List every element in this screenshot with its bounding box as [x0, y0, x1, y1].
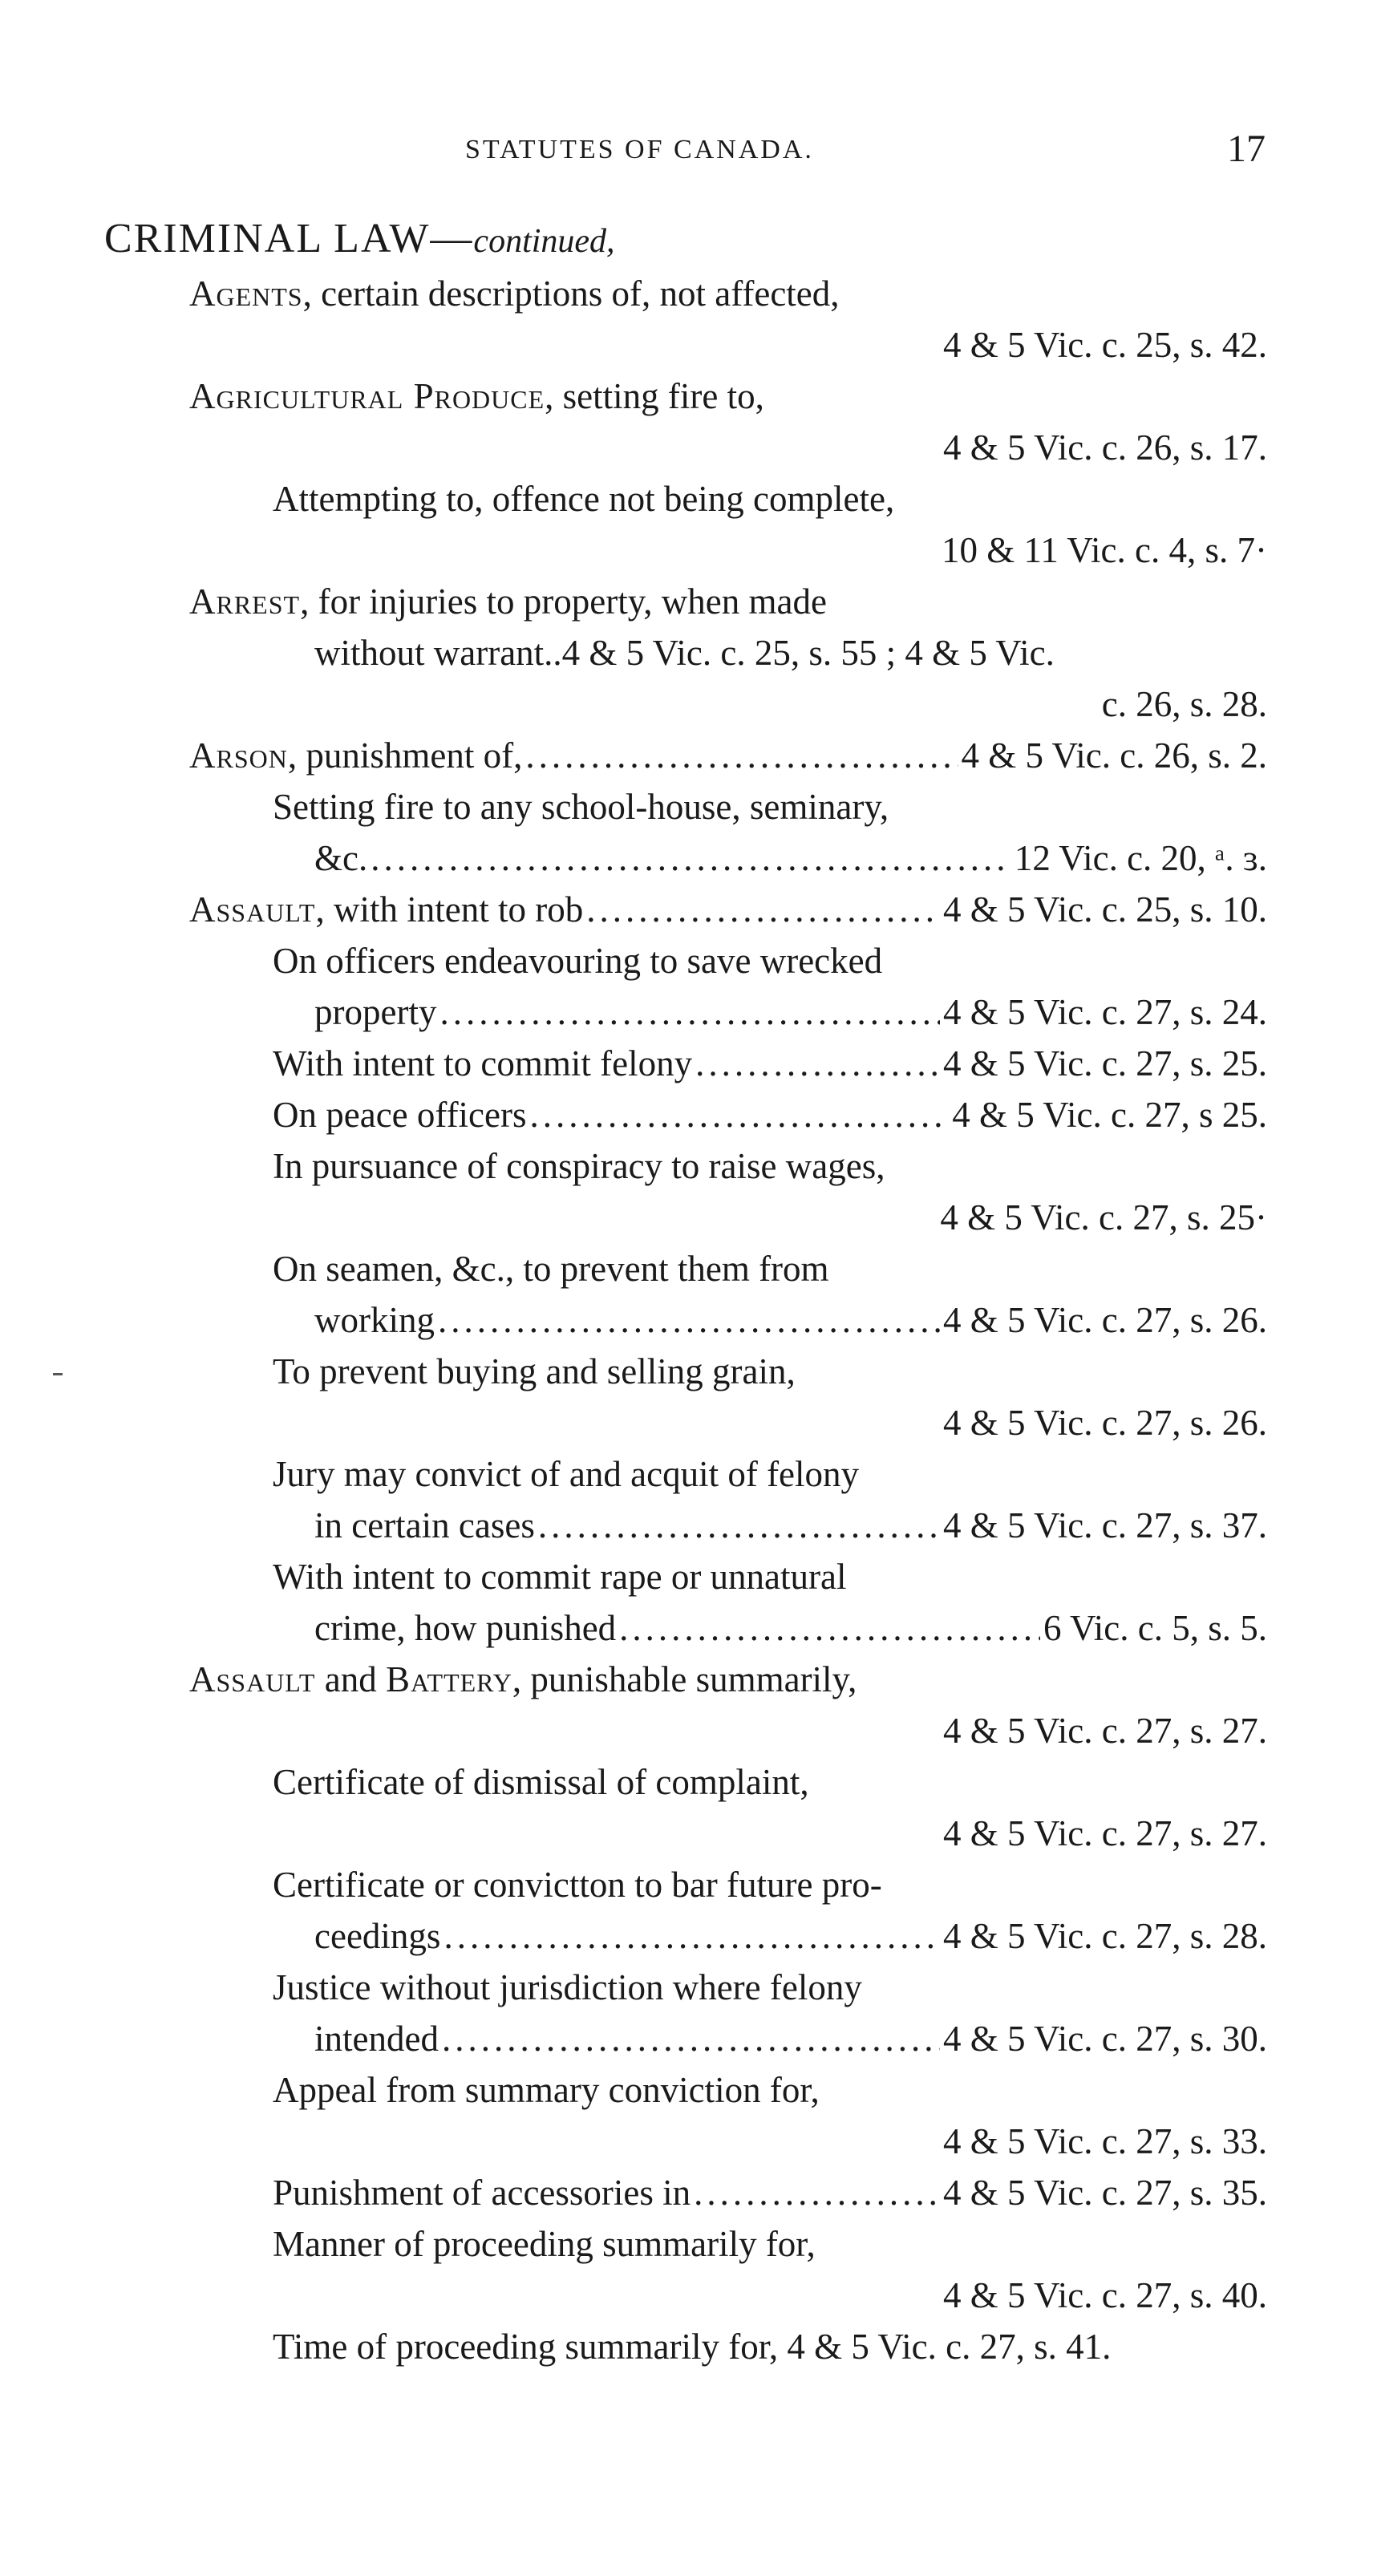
running-head: STATUTES OF CANADA. [465, 135, 814, 164]
sub-entry [273, 2167, 1267, 2218]
citation: 4 & 5 Vic. c. 27, s. 37. [943, 1505, 1267, 1545]
citation: 4 & 5 Vic. c. 26, s. 17. [943, 427, 1267, 468]
citation: 4 & 5 Vic. c. 27, s. 35. [943, 2173, 1267, 2213]
leader-dots [586, 884, 940, 935]
citation: 4 & 5 Vic. c. 25, s. 10. [943, 889, 1267, 930]
section-title-suffix: continued, [473, 223, 615, 260]
page-number: 17 [1227, 128, 1266, 170]
entry-text: ceedings [314, 1916, 441, 1956]
sub-entry [314, 1602, 1267, 1654]
entry-head: Agricultural Produce [189, 376, 545, 416]
citation: 4 & 5 Vic. c. 27, s. 26. [943, 1403, 1267, 1443]
citation: 4 & 5 Vic. c. 27, s. 25. [943, 1043, 1267, 1083]
section-title: CRIMINAL LAW— [104, 216, 474, 261]
entry-head: Assault [189, 889, 316, 930]
citation: 4 & 5 Vic. c. 27, s. 26. [943, 1300, 1267, 1340]
entry-text: crime, how punished [314, 1608, 617, 1648]
leader-dots [694, 2167, 940, 2218]
leader-dots [438, 1294, 940, 1346]
index-entry [189, 576, 827, 627]
citation: c. 26, s. 28. [1101, 684, 1267, 724]
entry-text: , certain descriptions of, not affected, [302, 273, 840, 314]
leader-dots [439, 986, 940, 1038]
citation: 4 & 5 Vic. c. 27, s. 27. [943, 1711, 1267, 1751]
leader-dots [538, 1500, 940, 1551]
entry-text: , setting fire to, [545, 376, 764, 416]
sub-entry [314, 1294, 1267, 1346]
entry-head: Arrest [189, 581, 301, 622]
entry-text: , punishment of, [287, 735, 523, 776]
sub-entry [273, 1038, 1267, 1089]
entry-text: , for injuries to property, when made [300, 581, 827, 622]
leader-dots [530, 1089, 950, 1140]
sub-entry: On seamen, &c., to prevent them from [273, 1249, 829, 1289]
citation: 4 & 5 Vic. c. 25, s. 42. [943, 325, 1267, 365]
leader-dots [525, 730, 958, 781]
citation: 12 Vic. c. 20, ᵃ. ɜ. [1014, 838, 1267, 878]
entry-head: Arson [189, 735, 288, 776]
sub-entry: Jury may convict of and acquit of felony [273, 1454, 860, 1494]
sub-entry: Setting fire to any school-house, seminary, [273, 787, 889, 827]
entry-text: With intent to commit felony [273, 1043, 693, 1083]
index-entry [189, 884, 1267, 935]
sub-entry [314, 832, 1267, 884]
entry-text: working [314, 1300, 435, 1340]
margin-mark [53, 1373, 63, 1375]
entry-head: Assault [189, 1659, 316, 1699]
citation: 4 & 5 Vic. c. 27, s. 24. [943, 992, 1267, 1032]
entry-text: , with intent to rob [315, 889, 584, 930]
leader-dots [442, 2013, 940, 2064]
leader-dots [695, 1038, 940, 1089]
leader-dots [443, 1910, 940, 1962]
entry-text: property [314, 992, 437, 1032]
entry-text: &c. [314, 838, 368, 878]
sub-entry: Justice without jurisdiction where felony [273, 1967, 862, 2007]
index-entry [189, 371, 764, 422]
citation: 4 & 5 Vic. c. 27, s. 27. [943, 1813, 1267, 1853]
leader-dots [371, 832, 1011, 884]
sub-entry: Appeal from summary conviction for, [273, 2070, 820, 2110]
index-entry [189, 1654, 857, 1705]
leader-dots [619, 1602, 1040, 1654]
sub-entry: Attempting to, offence not being complete, [273, 479, 895, 519]
citation: 4 & 5 Vic. c. 27, s. 33. [943, 2121, 1267, 2161]
sub-entry: On officers endeavouring to save wrecked [273, 941, 883, 981]
entry-continuation: without warrant..4 & 5 Vic. c. 25, s. 55 ; 4 & 5 Vic. [314, 633, 1055, 673]
entry-text: intended [314, 2019, 439, 2059]
sub-entry: Manner of proceeding summarily for, [273, 2224, 816, 2264]
index-entry [189, 268, 840, 319]
entry-text: in certain cases [314, 1505, 535, 1545]
entry-text: On peace officers [273, 1095, 527, 1135]
sub-entry: Certificate or convictton to bar future pro- [273, 1865, 882, 1905]
section-heading [104, 215, 615, 262]
citation: 6 Vic. c. 5, s. 5. [1043, 1608, 1267, 1648]
sub-entry: In pursuance of conspiracy to raise wages, [273, 1146, 885, 1186]
entry-text: Punishment of accessories in [273, 2173, 691, 2213]
sub-entry: To prevent buying and selling grain, [273, 1351, 796, 1391]
citation: 4 & 5 Vic. c. 27, s. 28. [943, 1916, 1267, 1956]
index-entry [189, 730, 1267, 781]
sub-entry: Time of proceeding summarily for, 4 & 5 Vic. c. 27, s. 41. [273, 2327, 1112, 2367]
sub-entry [273, 1089, 1267, 1140]
sub-entry [314, 986, 1267, 1038]
citation: 4 & 5 Vic. c. 27, s. 25· [940, 1197, 1267, 1237]
entry-head: Agents [189, 273, 303, 314]
sub-entry: Certificate of dismissal of complaint, [273, 1762, 809, 1802]
entry-head: Battery [385, 1659, 512, 1699]
sub-entry [314, 2013, 1267, 2064]
citation: 4 & 5 Vic. c. 26, s. 2. [961, 735, 1267, 776]
sub-entry [314, 1500, 1267, 1551]
entry-text: , punishable summarily, [512, 1659, 857, 1699]
sub-entry: With intent to commit rape or unnatural [273, 1557, 847, 1597]
citation: 4 & 5 Vic. c. 27, s. 40. [943, 2275, 1267, 2315]
sub-entry [314, 1910, 1267, 1962]
citation: 10 & 11 Vic. c. 4, s. 7· [941, 530, 1267, 570]
citation: 4 & 5 Vic. c. 27, s 25. [952, 1095, 1267, 1135]
citation: 4 & 5 Vic. c. 27, s. 30. [943, 2019, 1267, 2059]
entry-connector: and [315, 1659, 386, 1699]
